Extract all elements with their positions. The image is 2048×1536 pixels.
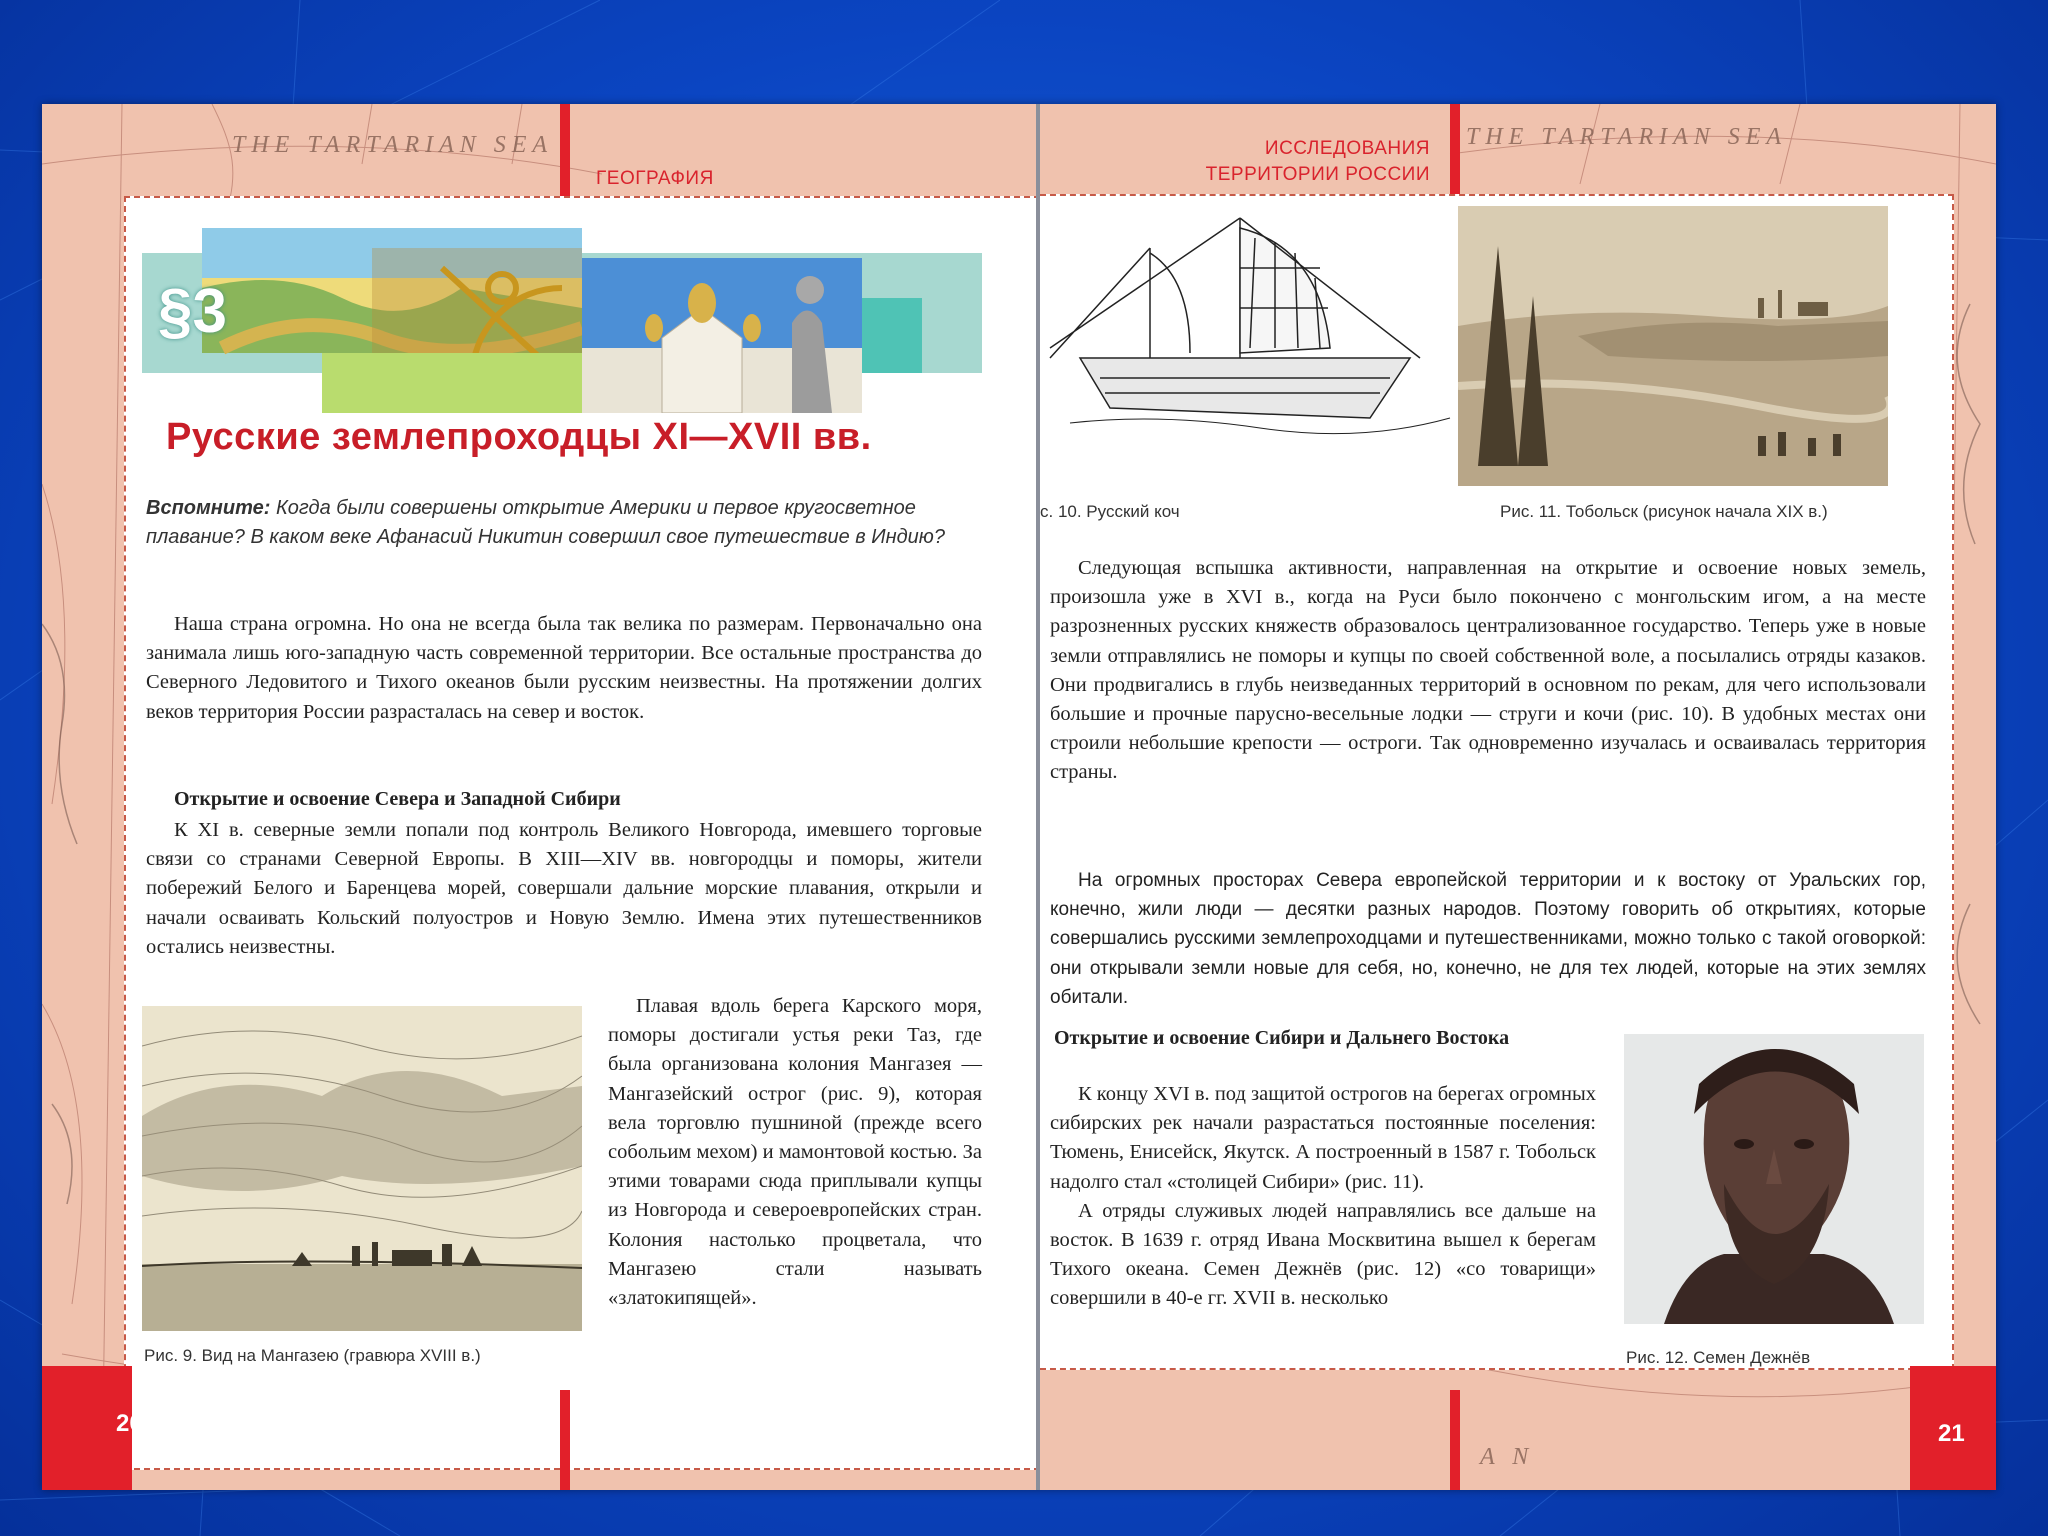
section-label-line2: ТЕРРИТОРИИ РОССИИ (1205, 164, 1430, 185)
paragraph-mangazeya-text: Плавая вдоль берега Карского моря, поморы достигали устья реки Таз, где была организована колония Мангазея — Мангазейский острог (рис. 9), которая вела торговлю пушниной (прежде всего собольим мехом) и мамонтовой костью. За этими товарами сюда приплывали купцы из Новгорода и североевропейских стран. Колония настолько процветала, что Мангазею стали называть «златокипящей». (608, 995, 982, 1310)
paragraph-settlements (1050, 1080, 1596, 1314)
red-accent-top (560, 104, 570, 196)
recall-block (146, 494, 982, 552)
chapter-title: Русские землепроходцы XI—XVII вв. (166, 416, 872, 458)
figure-10-caption: с. 10. Русский коч (1040, 502, 1180, 521)
paragraph-moskvitin-text: А отряды служивых людей направлялись все дальше на восток. В 1639 г. отряд Ивана Москвитина вышел к берегам Тихого океана. Семен Дежнёв (рис. 12) «со товарищи» совершили в 40-е гг. XVII в. несколько (1050, 1199, 1596, 1310)
map-label-right: THE TARTARIAN SEA (1466, 124, 1788, 150)
paragraph-mangazeya (608, 992, 982, 1313)
figure-11-caption: Рис. 11. Тобольск (рисунок начала XIX в.) (1500, 502, 1828, 521)
paragraph-peoples-text: На огромных просторах Севера европейской территории и к востоку от Уральских гор, конечно, жили люди — десятки разных народов. Поэтому говорить об открытиях, которые совершались русскими землепроходцами и путешественниками, можно только с такой оговоркой: они открывали земли новые для себя, но, конечно, не для тех людей, которые на этих землях обитали. (1050, 870, 1926, 1008)
recall-text: Когда были совершены открытие Америки и первое кругосветное плавание? В каком веке Афанасий Никитин совершил свое путешествие в Индию? (146, 497, 945, 548)
paragraph-novgorod (146, 816, 982, 962)
subheading-north: Открытие и освоение Севера и Западной Сибири (174, 788, 621, 810)
page-number-left: 20 (116, 1410, 143, 1437)
map-label-right-bottom: A N (1480, 1444, 1535, 1470)
paragraph-sixteenth-century (1050, 554, 1926, 788)
section-label-right (1040, 136, 1430, 188)
textbook-spread (42, 104, 1996, 1490)
paragraph-badge: §3 (158, 277, 227, 346)
figure-10-koch-boat (1040, 208, 1460, 448)
red-accent-bottom-line (560, 1390, 570, 1490)
chapter-banner (142, 228, 982, 413)
paragraph-peoples (1050, 866, 1926, 1012)
figure-11-tobolsk-drawing (1458, 206, 1888, 486)
figure-12-dezhnev-bust (1624, 1034, 1924, 1324)
paragraph-settlements-text: К концу XVI в. под защитой острогов на берегах огромных сибирских рек начали разрастаться постоянные поселения: Тюмень, Енисейск, Якутск. А построенный в 1587 г. Тобольск надолго стал «столицей Сибири» (рис. 11). (1050, 1083, 1596, 1193)
intro-paragraph (146, 610, 982, 727)
section-label-line1: ИССЛЕДОВАНИЯ (1264, 138, 1430, 159)
page-number-right: 21 (1938, 1420, 1965, 1447)
section-label: ГЕОГРАФИЯ (596, 168, 714, 189)
recall-label: Вспомните: (146, 497, 271, 519)
right-page (1040, 104, 1996, 1490)
paragraph-sixteenth-century-text: Следующая вспышка активности, направленная на открытие и освоение новых земель, произошла уже в XVI в., когда на Руси было покончено с монгольским игом, а на месте разрозненных русских княжеств образовалось централизованное государство. Теперь уже в новые земли отправлялись не поморы и купцы по своей собственной воле, а посылались отряды казаков. Они продвигались в глубь неизведанных территорий в основном по рекам, для чего использовали большие и прочные парусно-весельные лодки — струги и кочи (рис. 10). В удобных местах они строили небольшие крепости — остроги. Так одновременно изучалась и осваивалась территория страны. (1050, 557, 1926, 784)
intro-text: Наша страна огромна. Но она не всегда была так велика по размерам. Первоначально она занимала лишь юго-западную часть современной территории. Все остальные пространства до Северного Ледовитого и Тихого океанов были русским неизвестны. На протяжении долгих веков территория России разрасталась на север и восток. (146, 613, 982, 723)
figure-12-caption: Рис. 12. Семен Дежнёв (1626, 1348, 1811, 1367)
paragraph-novgorod-text: К XI в. северные земли попали под контроль Великого Новгорода, имевшего торговые связи со странами Северной Европы. В XIII—XIV вв. новгородцы и поморы, жители побережий Белого и Баренцева морей, совершали дальние морские плавания, открыли и начали осваивать Кольский полуостров и Новую Землю. Имена этих путешественников остались неизвестны. (146, 819, 982, 958)
subheading-siberia: Открытие и освоение Сибири и Дальнего Востока (1054, 1027, 1510, 1049)
map-label: THE TARTARIAN SEA (232, 132, 554, 158)
red-accent-bottom-right-line (1450, 1390, 1460, 1490)
figure-9-engraving (142, 1006, 582, 1331)
figure-9-caption: Рис. 9. Вид на Мангазею (гравюра XVIII в.) (144, 1346, 481, 1365)
left-page (42, 104, 1036, 1490)
red-accent-top-right (1450, 104, 1460, 194)
